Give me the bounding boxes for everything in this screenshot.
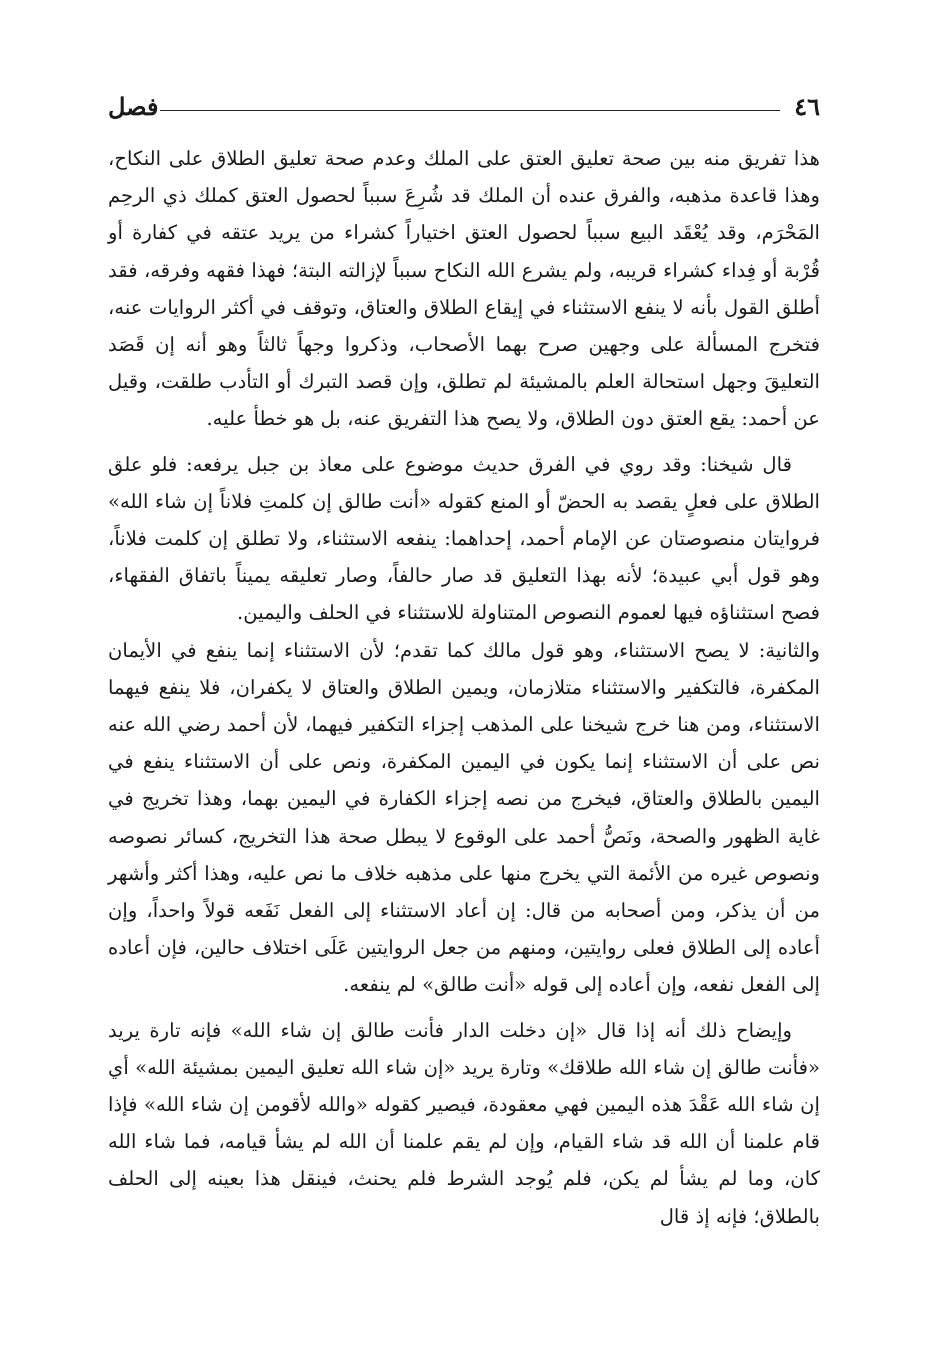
- paragraph-2: قال شيخنا: وقد روي في الفرق حديث موضوع على معاذ بن جبل يرفعه: فلو علق الطلاق على فعلٍ يقصد به الحضّ أو المنع كقوله «أنت طالق إن كلمتِ فلاناً إن شاء الله» فروايتان منصوصتان عن الإمام أحمد، إحداهما: ينفعه الاستثناء، ولا تطلق إن كلمت فلاناً، وهو قول أبي عبيدة؛ لأنه بهذا التعليق قد صار حالفاً، وصار تعليقه يميناً باتفاق الفقهاء، فصح استثناؤه فيها لعموم النصوص المتناولة للاستثناء في الحلف واليمين.: [108, 452, 820, 625]
- page-number: ٤٦: [794, 92, 820, 121]
- paragraph-4: وإيضاح ذلك أنه إذا قال «إن دخلت الدار فأنت طالق إن شاء الله» فإنه تارة يريد «فأنت طالق إن شاء الله طلاقك» وتارة يريد «إن شاء الله تعليق اليمين بمشيئة الله» أي إن شاء الله عَقْدَ هذه اليمين فهي معقودة، فيصير كقوله «والله لأقومن إن شاء الله» فإذا قام علمنا أن الله قد شاء القيام، وإن لم يقم علمنا أن الله لم يشأ قيامه، فما شاء الله كان، وما لم يشأ لم يكن، فلم يُوجد الشرط فلم يحنث، فينقل هذا بعينه إلى الحلف بالطلاق؛ فإنه إذ قال: [108, 1018, 820, 1228]
- header-rule: [160, 110, 780, 111]
- section-title: فصل: [108, 92, 159, 121]
- page-body: [108, 140, 820, 1235]
- page-header: [108, 86, 820, 130]
- paragraph-3: والثانية: لا يصح الاستثناء، وهو قول مالك كما تقدم؛ لأن الاستثناء إنما ينفع في الأيمان المكفرة، فالتكفير والاستثناء متلازمان، ويمين الطلاق والعتاق لا يكفران، فلا ينفع فيهما الاستثناء، ومن هنا خرج شيخنا على المذهب إجزاء التكفير فيهما، لأن أحمد رضي الله عنه نص على أن الاستثناء إنما يكون في اليمين المكفرة، ونص على أن الاستثناء ينفع في اليمين بالطلاق والعتاق، فيخرج من نصه إجزاء الكفارة في اليمين بهما، وهذا تخريج في غاية الظهور والصحة، ونَصُّ أحمد على الوقوع لا يبطل صحة هذا التخريج، كسائر نصوصه ونصوص غيره من الأئمة التي يخرج منها على مذهبه خلاف ما نص عليه، وهذا أكثر وأشهر من أن يذكر، ومن أصحابه من قال: إن أعاد الاستثناء إلى الفعل نَفَعه قولاً واحداً، وإن أعاده إلى الطلاق فعلى روايتين، ومنهم من جعل الروايتين عَلَى اختلاف حالين، فإن أعاده إلى الفعل نفعه، وإن أعاده إلى قوله «أنت طالق» لم ينفعه.: [108, 638, 820, 997]
- paragraph-1: هذا تفريق منه بين صحة تعليق العتق على الملك وعدم صحة تعليق الطلاق على النكاح، وهذا قاعدة مذهبه، والفرق عنده أن الملك قد شُرِعَ سبباً لحصول العتق كملك ذي الرحِم المَحْرَم، وقد يُعْقَد البيع سبباً لحصول العتق اختياراً كشراء من يريد عتقه في كفارة أو قُرْبة أو فِداء كشراء قريبه، ولم يشرع الله النكاح سبباً لإزالته البتة؛ فهذا فقهه وفرقه، فقد أطلق القول بأنه لا ينفع الاستثناء في إيقاع الطلاق والعتاق، وتوقف في أكثر الروايات عنه، فتخرج المسألة على وجهين صرح بهما الأصحاب، وذكروا وجهاً ثالثاً وهو أنه إن قَصَد التعليقَ وجهل استحالة العلم بالمشيئة لم تطلق، وإن قصد التبرك أو التأدب طلقت، وقيل عن أحمد: يقع العتق دون الطلاق، ولا يصح هذا التفريق عنه، بل هو خطأ عليه.: [108, 147, 820, 431]
